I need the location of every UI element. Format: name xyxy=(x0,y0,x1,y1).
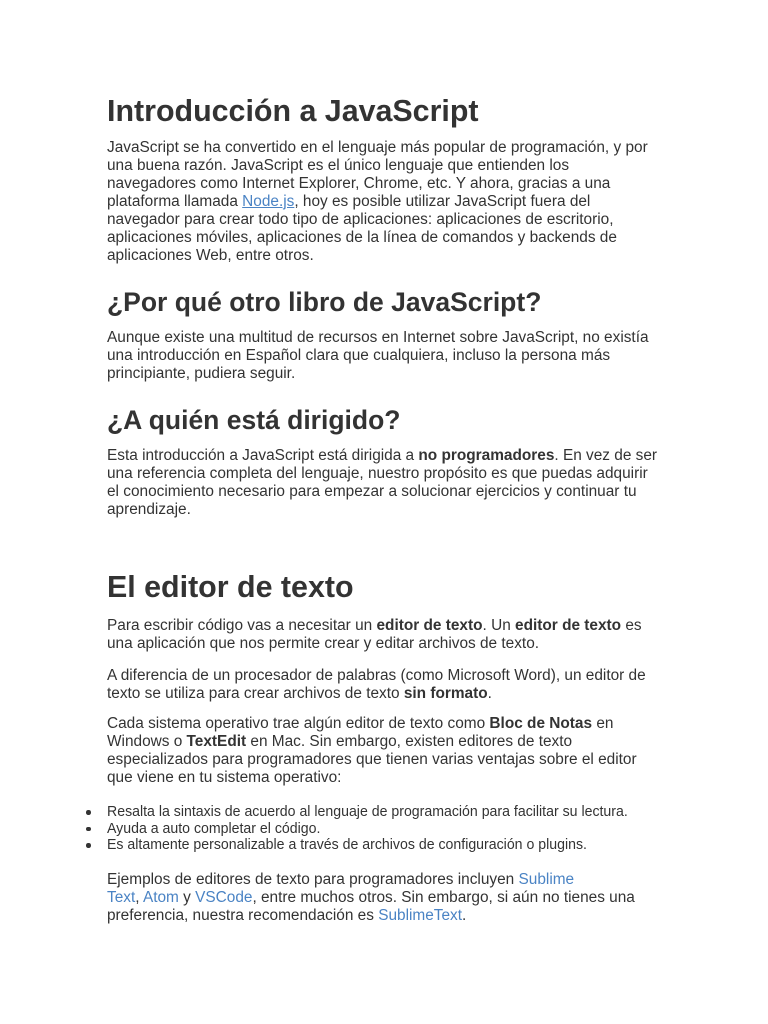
text-run: JavaScript se ha convertido en el lenguaje más popular de programación, y por xyxy=(107,139,648,156)
paragraph xyxy=(107,139,648,265)
list-item xyxy=(107,804,652,821)
bullet-icon xyxy=(86,827,91,832)
text-run: una aplicación que nos permite crear y editar archivos de texto. xyxy=(107,635,540,652)
text-run: navegador para crear todo tipo de aplicaciones: aplicaciones de escritorio, xyxy=(107,211,614,228)
text-run: , xyxy=(135,889,143,906)
paragraph xyxy=(107,871,635,925)
paragraph-line xyxy=(107,715,637,733)
paragraph-line xyxy=(107,447,657,465)
paragraph-line xyxy=(107,733,637,751)
list-item xyxy=(107,821,652,838)
text-run: , entre muchos otros. Sin embargo, si aún no tienes una xyxy=(252,889,635,906)
text-run: . xyxy=(462,907,467,924)
paragraph-line xyxy=(107,211,648,229)
text-run: preferencia, nuestra recomendación es xyxy=(107,907,379,924)
text-run: . Un xyxy=(482,617,516,634)
bold-text: TextEdit xyxy=(186,733,247,750)
paragraph-line xyxy=(107,907,635,925)
text-run: texto se utiliza para crear archivos de texto xyxy=(107,685,404,702)
text-run: , hoy es posible utilizar JavaScript fuera del xyxy=(294,193,591,210)
bold-text: editor de texto xyxy=(515,617,622,634)
bold-text: no programadores xyxy=(418,447,555,464)
text-run: aplicaciones Web, entre otros. xyxy=(107,247,314,264)
paragraph-line xyxy=(107,685,646,703)
bold-text: sin formato xyxy=(403,685,488,702)
text-run: una referencia completa del lenguaje, nuestro propósito es que puedas adquirir xyxy=(107,465,648,482)
text-run: . En vez de ser xyxy=(554,447,658,464)
text-run: Windows o xyxy=(107,733,187,750)
paragraph-line xyxy=(107,769,637,787)
paragraph-line xyxy=(107,329,649,347)
text-run: Ejemplos de editores de texto para programadores incluyen xyxy=(107,871,519,888)
list-item-text: Ayuda a auto completar el código. xyxy=(107,820,321,837)
text-run: Cada sistema operativo trae algún editor de texto como xyxy=(107,715,490,732)
bullet-icon xyxy=(86,810,91,815)
heading-a-quien-esta-dirigido: ¿A quién está dirigido? xyxy=(107,405,401,435)
paragraph xyxy=(107,715,637,787)
text-run: aprendizaje. xyxy=(107,501,191,518)
text-run: principiante, pudiera seguir. xyxy=(107,365,296,382)
text-run: en Mac. Sin embargo, existen editores de texto xyxy=(246,733,573,750)
text-run: especializados para programadores que tienen varias ventajas sobre el editor xyxy=(107,751,637,768)
link-vscode[interactable]: VSCode xyxy=(195,889,253,906)
paragraph-line xyxy=(107,667,646,685)
paragraph xyxy=(107,329,649,383)
bullet-list xyxy=(107,804,652,854)
paragraph-line xyxy=(107,347,649,365)
bold-text: editor de texto xyxy=(376,617,483,634)
paragraph-line xyxy=(107,751,637,769)
paragraph-line xyxy=(107,139,648,157)
paragraph-line xyxy=(107,871,635,889)
list-item xyxy=(107,837,652,854)
paragraph xyxy=(107,617,642,653)
text-run: y xyxy=(178,889,196,906)
link-sublimetext[interactable]: SublimeText xyxy=(378,907,463,924)
paragraph-line xyxy=(107,889,635,907)
text-run: es xyxy=(621,617,642,634)
paragraph-line xyxy=(107,175,648,193)
text-run: Aunque existe una multitud de recursos en Internet sobre JavaScript, no existía xyxy=(107,329,649,346)
text-run: navegadores como Internet Explorer, Chrome, etc. Y ahora, gracias a una xyxy=(107,175,611,192)
bold-text: Bloc de Notas xyxy=(489,715,593,732)
link-atom[interactable]: Atom xyxy=(142,889,179,906)
paragraph-line xyxy=(107,617,642,635)
heading-introduccion-a-javascript: Introducción a JavaScript xyxy=(107,94,479,128)
text-run: . xyxy=(487,685,492,702)
bullet-icon xyxy=(86,843,91,848)
paragraph-line xyxy=(107,229,648,247)
text-run: Esta introducción a JavaScript está dirigida a xyxy=(107,447,419,464)
paragraph-line xyxy=(107,365,649,383)
link-sublime[interactable]: Sublime xyxy=(518,871,575,888)
text-run: una introducción en Español clara que cualquiera, incluso la persona más xyxy=(107,347,611,364)
text-run: A diferencia de un procesador de palabras (como Microsoft Word), un editor de xyxy=(107,667,646,684)
paragraph-line xyxy=(107,247,648,265)
heading-por-que-otro-libro-de-javascript: ¿Por qué otro libro de JavaScript? xyxy=(107,287,542,317)
list-item-text: Es altamente personalizable a través de archivos de configuración o plugins. xyxy=(107,837,587,853)
paragraph-line xyxy=(107,483,657,501)
text-run: Para escribir código vas a necesitar un xyxy=(107,617,377,634)
text-run: que viene en tu sistema operativo: xyxy=(107,769,342,786)
paragraph-line xyxy=(107,635,642,653)
text-run: una buena razón. JavaScript es el único lenguaje que entienden los xyxy=(107,157,570,174)
text-run: aplicaciones móviles, aplicaciones de la línea de comandos y backends de xyxy=(107,229,617,246)
link-text[interactable]: Text xyxy=(107,889,136,906)
paragraph-line xyxy=(107,501,657,519)
paragraph-line xyxy=(107,157,648,175)
paragraph xyxy=(107,447,657,519)
paragraph xyxy=(107,667,646,703)
text-run: plataforma llamada xyxy=(107,193,243,210)
link-node-js[interactable]: Node.js xyxy=(242,193,295,210)
text-run: el conocimiento necesario para empezar a solucionar ejercicios y continuar tu xyxy=(107,483,637,500)
paragraph-line xyxy=(107,193,648,211)
paragraph-line xyxy=(107,465,657,483)
list-item-text: Resalta la sintaxis de acuerdo al lenguaje de programación para facilitar su lectura. xyxy=(107,804,628,820)
text-run: en xyxy=(592,715,614,732)
heading-el-editor-de-texto: El editor de texto xyxy=(107,570,354,604)
